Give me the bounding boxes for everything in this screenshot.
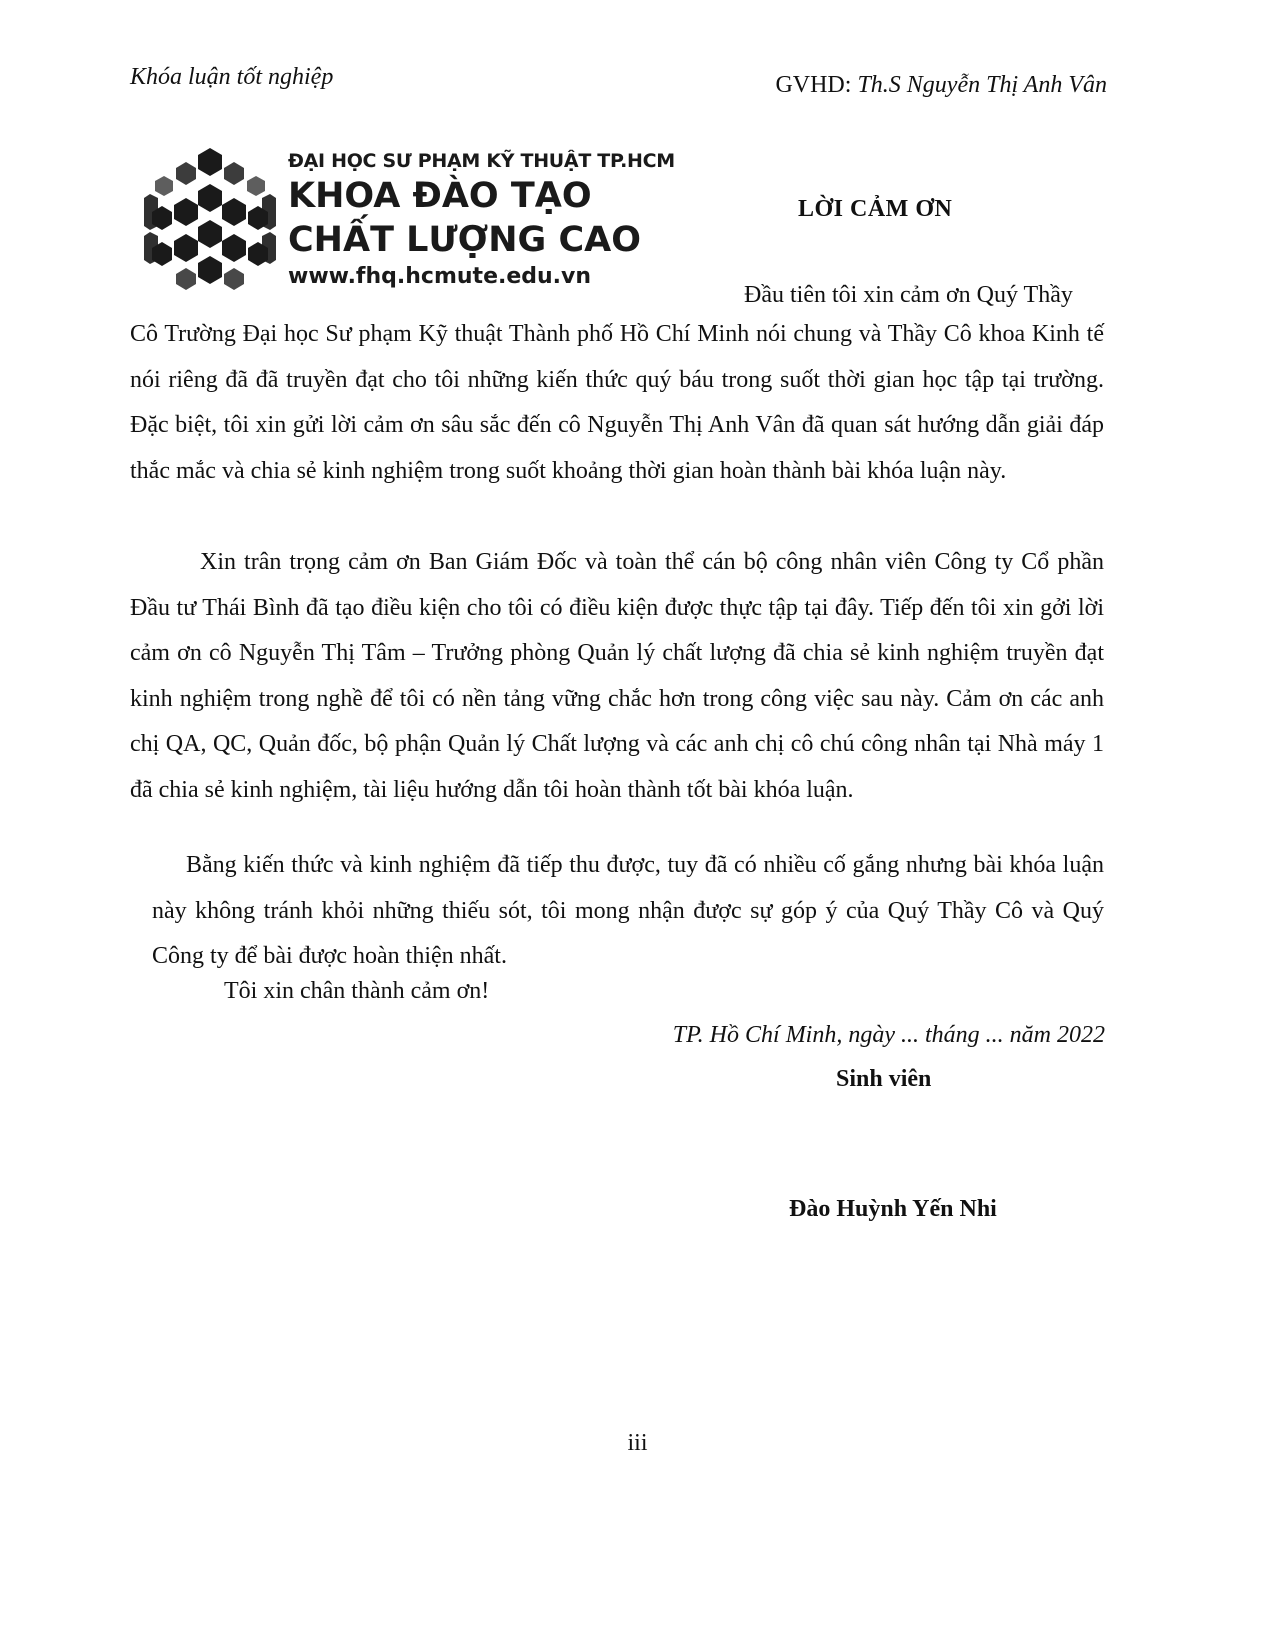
page-title: LỜI CẢM ƠN [798, 196, 953, 222]
paragraph-2: Xin trân trọng cảm ơn Ban Giám Đốc và toàn thể cán bộ công nhân viên Công ty Cổ phần Đầu tư Thái Bình đã tạo điều kiện cho tôi có điều kiện được thực tập tại đây. Tiếp đến tôi xin gởi lời cảm ơn cô Nguyễn Thị Tâm – Trưởng phòng Quản lý chất lượng đã chia sẻ kinh nghiệm truyền đạt kinh nghiệm trong nghề để tôi có nền tảng vững chắc hơn trong công việc sau này. Cảm ơn các anh chị QA, QC, Quản đốc, bộ phận Quản lý Chất lượng và các anh chị cô chú công nhân tại Nhà máy 1 đã chia sẻ kinh nghiệm, tài liệu hướng dẫn tôi hoàn thành tốt bài khóa luận. [130, 549, 1104, 803]
logo-faculty-line2: CHẤT LƯỢNG CAO [288, 220, 641, 260]
header-right [775, 72, 1107, 99]
page-number: iii [627, 1430, 648, 1456]
paragraph-1-first-line: Đầu tiên tôi xin cảm ơn Quý Thầy [744, 282, 1073, 308]
signature-role: Sinh viên [836, 1066, 932, 1092]
advisor-label: GVHD: [775, 72, 858, 98]
logo-text [288, 150, 675, 290]
logo-university: ĐẠI HỌC SƯ PHẠM KỸ THUẬT TP.HCM [288, 150, 675, 172]
advisor-name: Th.S Nguyễn Thị Anh Vân [857, 72, 1107, 98]
logo-url: www.fhq.hcmute.edu.vn [288, 264, 592, 289]
hexagon-cluster-icon [140, 148, 280, 290]
header-left: Khóa luận tốt nghiệp [130, 64, 334, 90]
logo-faculty-line1: KHOA ĐÀO TẠO [288, 176, 592, 216]
paragraph-1: Cô Trường Đại học Sư phạm Kỹ thuật Thành phố Hồ Chí Minh nói chung và Thầy Cô khoa Kinh tế nói riêng đã đã truyền đạt cho tôi những kiến thức quý báu trong suốt thời gian học tập tại trường. Đặc biệt, tôi xin gửi lời cảm ơn sâu sắc đến cô Nguyễn Thị Anh Vân đã quan sát hướng dẫn giải đáp thắc mắc và chia sẻ kinh nghiệm trong suốt khoảng thời gian hoàn thành bài khóa luận này. [130, 321, 1104, 484]
signature-name: Đào Huỳnh Yến Nhi [789, 1196, 997, 1222]
signature-date: TP. Hồ Chí Minh, ngày ... tháng ... năm 2022 [672, 1022, 1105, 1048]
paragraph-3: Bằng kiến thức và kinh nghiệm đã tiếp thu được, tuy đã có nhiều cố gắng nhưng bài khóa luận này không tránh khỏi những thiếu sót, tôi mong nhận được sự góp ý của Quý Thầy Cô và Quý Công ty để bài được hoàn thiện nhất. [152, 852, 1104, 969]
paragraph-4: Tôi xin chân thành cảm ơn! [224, 978, 490, 1004]
faculty-logo [140, 148, 675, 290]
